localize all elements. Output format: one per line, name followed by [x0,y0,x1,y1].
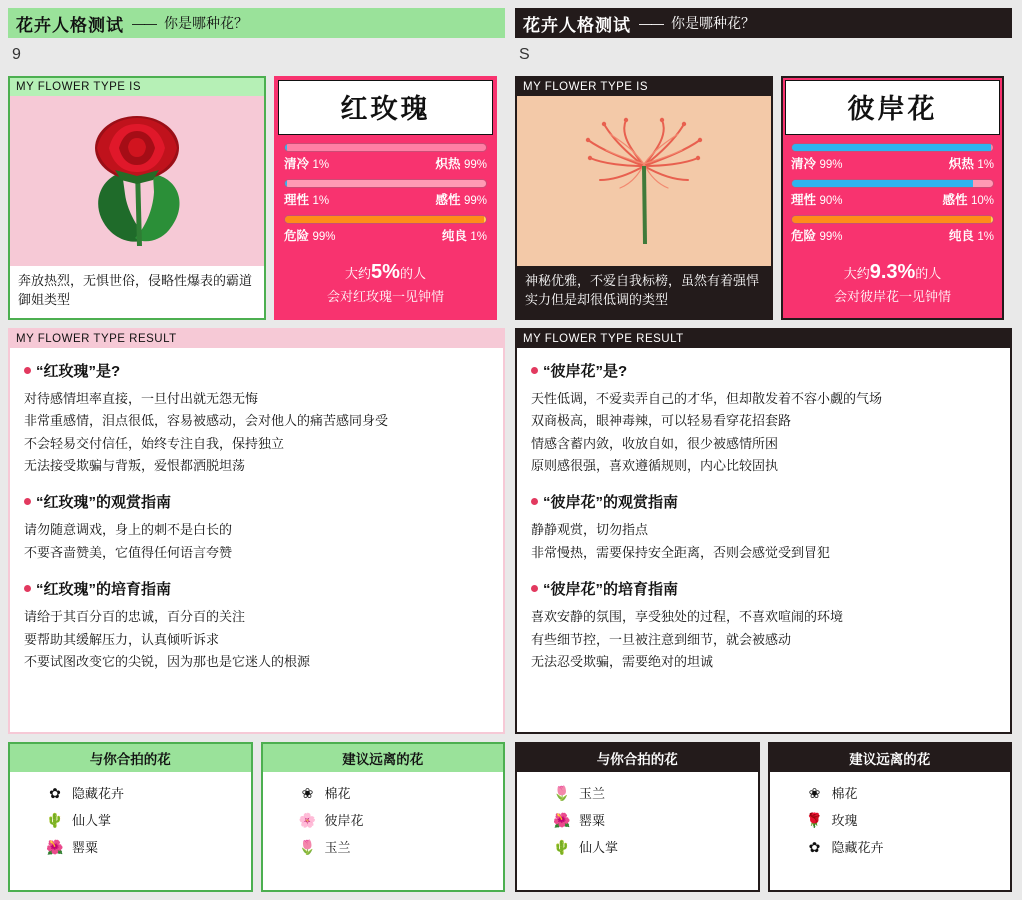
list-item [770,779,1011,806]
bullet-dot-icon [24,367,31,374]
trait-bar-3 [791,215,994,244]
result-panel [515,328,1012,734]
section-title: “红玫瑰”的培育指南 [36,581,172,599]
result-panel-label: MY FLOWER TYPE RESULT [517,330,1010,348]
section-line: 不要吝啬赞美，它值得任何语言夸赞 [24,544,233,560]
header-title: 花卉人格测试 [16,15,124,35]
list-item [517,806,758,833]
section-line: 双商极高，眼神毒辣，可以轻易看穿花招套路 [531,413,792,429]
rarity-mid: 的人 [915,266,942,281]
flower-stats-panel [274,76,497,320]
list-item-label: 隐藏花卉 [72,786,125,801]
section-line: 天性低调，不爱卖弄自己的才华，但却散发着不容小觑的气场 [531,391,883,406]
poppy-icon: 🌺 [553,811,571,828]
list-item [10,833,251,860]
section-line: 要帮助其缓解压力，认真倾听诉求 [24,631,220,647]
section-line: 不会轻易交付信任，始终专注自我，保持独立 [24,435,285,451]
matching-flowers-panel [8,742,253,892]
result-section [24,360,489,477]
section-line: 无法接受欺骗与背叛，爱恨都洒脱坦荡 [24,458,246,474]
list-item [263,833,504,860]
trait-left-pct: 99% [819,231,843,243]
list-item [10,806,251,833]
trait-left-pct: 99% [312,231,336,243]
avoid-flowers-panel [261,742,506,892]
trait-bar-1 [284,143,487,172]
trait-left-label: 理性 [284,193,310,207]
photo-panel-label: MY FLOWER TYPE IS [517,78,771,96]
card-header-right [515,8,1012,38]
flower-stats-panel [781,76,1004,320]
trait-left-label: 清冷 [284,157,310,171]
cactus-icon: 🌵 [46,811,64,828]
trait-right-label: 纯良 [948,229,974,243]
header-dash: —— [639,15,663,31]
section-line: 请给于其百分百的忠诚，百分百的关注 [24,609,246,625]
section-title: “彼岸花”是? [543,363,628,380]
trait-bar-track [284,179,487,188]
magnolia-icon: 🌷 [298,838,317,855]
cotton-icon: ❀ [808,784,821,801]
list-item-label: 彼岸花 [324,813,364,828]
list-item [770,833,1011,860]
trait-right-label: 纯良 [441,229,467,243]
card-code: S [519,46,530,63]
list-item [770,806,1011,833]
rarity-note [783,253,1002,315]
trait-bar-2 [284,179,487,208]
flower-photo-panel [8,76,266,320]
result-section [531,578,996,673]
poppy-icon: 🌺 [46,838,64,855]
avoid-flowers-title: 建议远离的花 [263,744,504,772]
section-title: “彼岸花”的观赏指南 [543,494,679,512]
trait-left-label: 危险 [791,229,817,243]
hidden-flower-icon: ✿ [808,838,821,855]
trait-bar-track [284,215,487,224]
card-top-block [515,76,1012,320]
card-code-row [8,46,505,68]
rarity-note [276,253,495,315]
list-item-label: 隐藏花卉 [831,840,884,855]
list-item [10,779,251,806]
list-item [263,779,504,806]
bullet-dot-icon [531,498,538,505]
bullet-dot-icon [531,367,538,374]
list-item-label: 棉花 [324,786,351,801]
list-item-label: 仙人掌 [72,813,112,828]
list-item [517,779,758,806]
trait-bar-track [284,143,487,152]
card-code: 9 [12,46,21,63]
spider-lily-icon: 🌸 [298,811,317,828]
trait-left-pct: 1% [312,159,330,171]
header-title: 花卉人格测试 [523,15,631,35]
trait-right-pct: 99% [463,195,487,207]
trait-bar-track [791,215,994,224]
trait-bar-3 [284,215,487,244]
flower-name: 彼岸花 [785,80,1000,135]
section-title: “红玫瑰”是? [36,363,121,380]
section-line: 喜欢安静的氛围，享受独处的过程，不喜欢喧闹的环境 [531,609,844,625]
trait-bar-track [791,179,994,188]
trait-bar-2 [791,179,994,208]
result-section [24,491,489,564]
trait-right-label: 感性 [942,193,968,207]
list-item-label: 玉兰 [324,840,351,855]
rarity-line2: 会对红玫瑰一见钟情 [326,289,444,304]
rarity-pre: 大约 [345,266,372,281]
spider-lily-illustration [517,96,771,266]
hidden-flower-icon: ✿ [49,784,61,801]
trait-right-label: 感性 [435,193,461,207]
list-item-label: 棉花 [831,786,858,801]
list-item [263,806,504,833]
trait-left-pct: 1% [312,195,330,207]
matching-flowers-panel [515,742,760,892]
trait-right-pct: 1% [977,231,994,243]
bullet-dot-icon [24,585,31,592]
result-card-left [8,8,505,892]
card-bottom-block [8,742,505,892]
section-line: 请勿随意调戏，身上的刺不是白长的 [24,522,233,538]
cotton-icon: ❀ [301,784,314,801]
section-line: 非常慢热，需要保持安全距离，否则会感觉受到冒犯 [531,544,831,560]
list-item-label: 罂粟 [72,840,99,855]
trait-left-label: 理性 [791,193,817,207]
rarity-pre: 大约 [843,266,870,281]
trait-right-pct: 10% [970,195,994,207]
trait-left-pct: 90% [819,195,843,207]
section-title: “红玫瑰”的观赏指南 [36,494,172,512]
trait-right-pct: 1% [470,231,487,243]
list-item [517,833,758,860]
section-line: 原则感很强，喜欢遵循规则，内心比较固执 [531,458,779,474]
header-dash: —— [132,15,156,31]
trait-bar-track [791,143,994,152]
rose-illustration [10,96,264,266]
trait-right-label: 炽热 [948,157,974,171]
trait-left-pct: 99% [819,159,843,171]
result-section [24,578,489,673]
header-subtitle: 你是哪种花？ [164,15,248,31]
list-item-label: 玫瑰 [831,813,858,828]
result-panel [8,328,505,734]
rarity-line2: 会对彼岸花一见钟情 [833,289,951,304]
section-title: “彼岸花”的培育指南 [543,581,679,599]
rose-icon: 🌹 [805,811,824,828]
flower-photo-panel [515,76,773,320]
trait-right-pct: 1% [977,159,994,171]
section-line: 无法忍受欺骗，需要绝对的坦诚 [531,653,714,669]
section-line: 有些细节控，一旦被注意到细节，就会被感动 [531,631,792,647]
section-line: 静静观赏，切勿指点 [531,522,649,538]
flower-description: 奔放热烈，无惧世俗，侵略性爆表的霸道御姐类型 [10,266,264,318]
photo-panel-label: MY FLOWER TYPE IS [10,78,264,96]
flower-description: 神秘优雅，不爱自我标榜，虽然有着强悍实力但是却很低调的类型 [517,266,771,318]
header-subtitle: 你是哪种花？ [671,15,755,31]
trait-right-pct: 99% [463,159,487,171]
trait-right-label: 炽热 [435,157,461,171]
card-bottom-block [515,742,1012,892]
trait-bar-1 [791,143,994,172]
list-item-label: 仙人掌 [579,840,619,855]
card-top-block [8,76,505,320]
rarity-value: 5% [371,261,400,283]
card-header-left [8,8,505,38]
trait-bars [276,137,495,253]
list-item-label: 玉兰 [579,786,606,801]
result-card-right [515,8,1012,892]
cactus-icon: 🌵 [553,838,571,855]
rarity-value: 9.3% [869,261,916,283]
avoid-flowers-panel [768,742,1013,892]
matching-flowers-title: 与你合拍的花 [10,744,251,772]
result-body [10,348,503,685]
bullet-dot-icon [24,498,31,505]
section-line: 不要试图改变它的尖锐，因为那也是它迷人的根源 [24,653,311,669]
result-section [531,360,996,477]
result-panel-label: MY FLOWER TYPE RESULT [10,330,503,348]
trait-bars [783,137,1002,253]
list-item-label: 罂粟 [579,813,606,828]
magnolia-icon: 🌷 [553,784,571,801]
rarity-mid: 的人 [399,266,426,281]
card-code-row [515,46,1012,68]
matching-flowers-title: 与你合拍的花 [517,744,758,772]
section-line: 非常重感情，泪点很低，容易被感动，会对他人的痛苦感同身受 [24,413,389,429]
section-line: 对待感情坦率直接，一旦付出就无怨无悔 [24,391,259,406]
flower-name: 红玫瑰 [278,80,493,135]
trait-left-label: 清冷 [791,157,817,171]
result-section [531,491,996,564]
bullet-dot-icon [531,585,538,592]
section-line: 情感含蓄内敛，收放自如，很少被感情所困 [531,435,779,451]
avoid-flowers-title: 建议远离的花 [770,744,1011,772]
result-body [517,348,1010,685]
trait-left-label: 危险 [284,229,310,243]
